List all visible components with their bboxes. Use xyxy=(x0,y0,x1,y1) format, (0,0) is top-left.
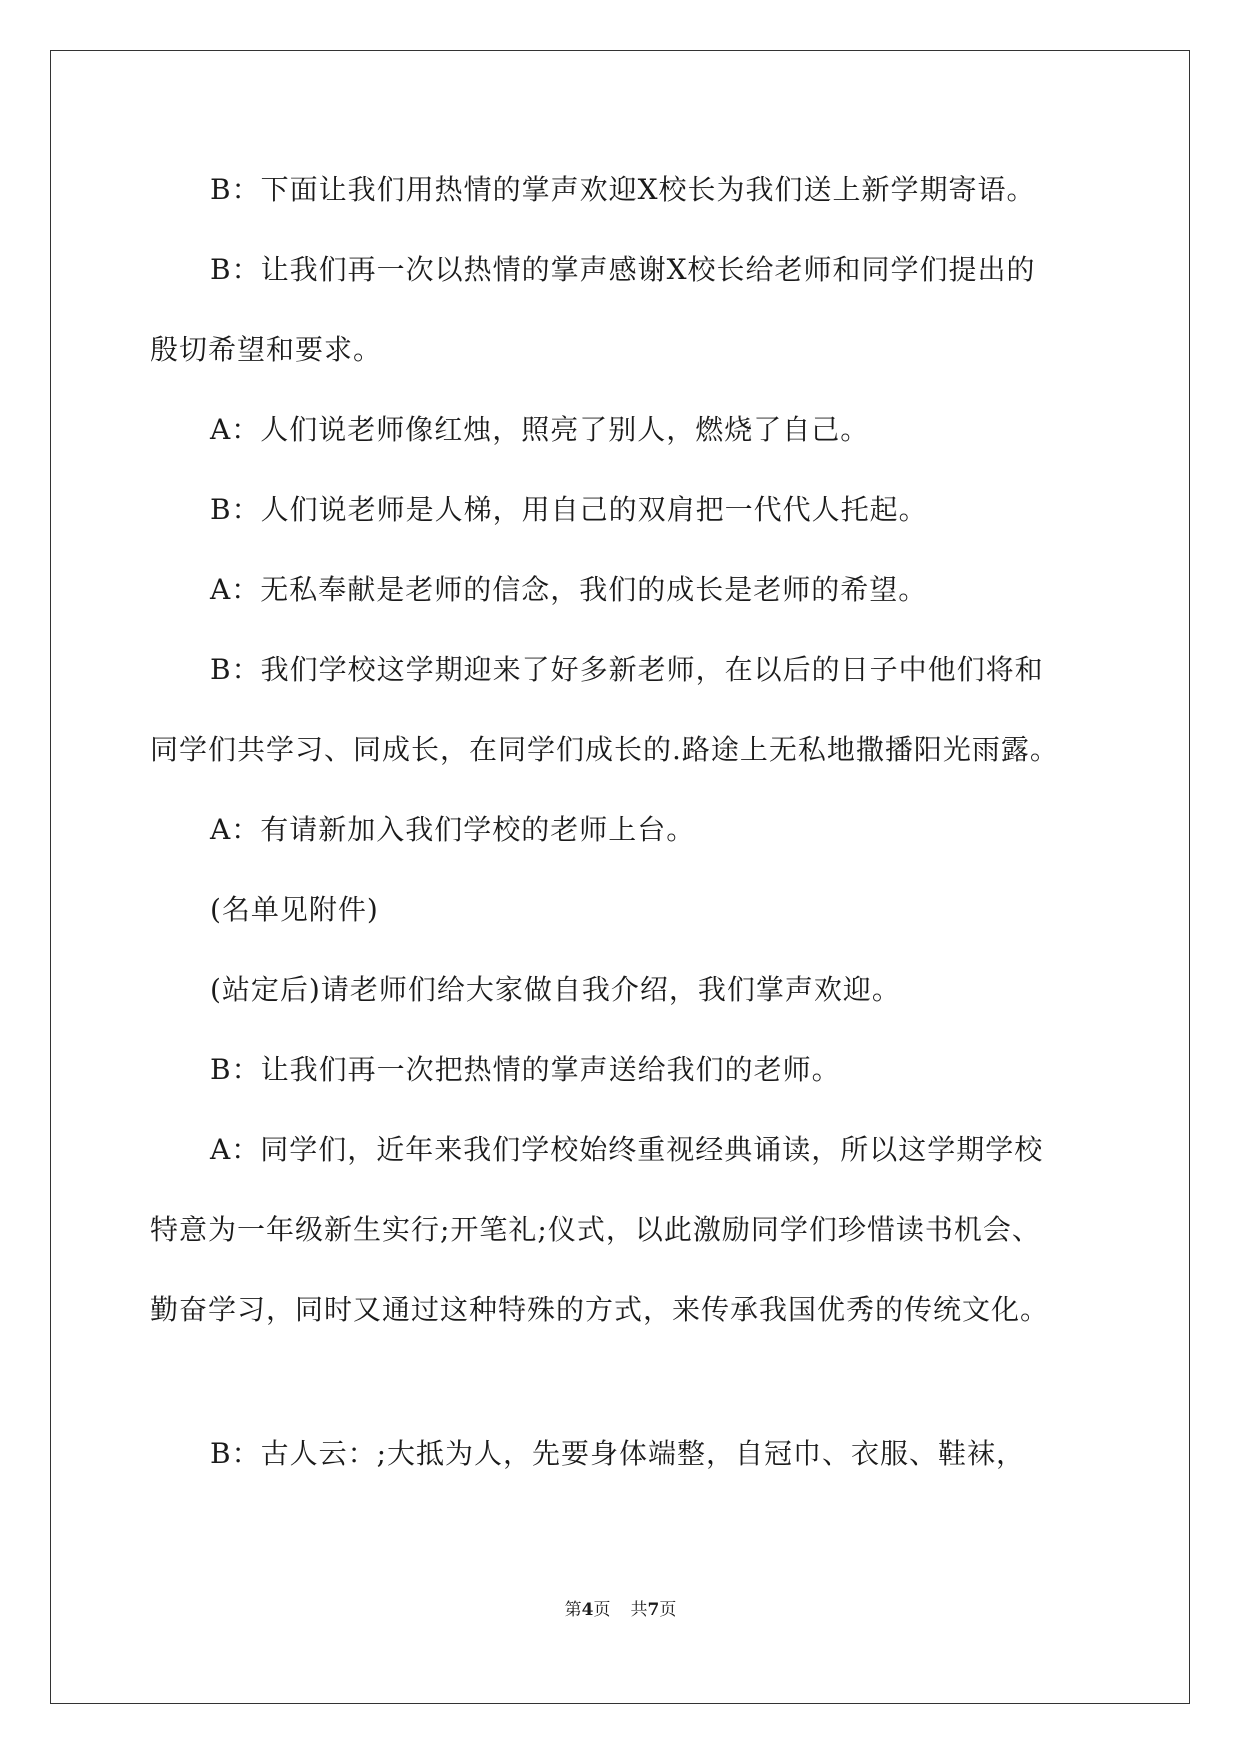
paragraph-line: (站定后)请老师们给大家做自我介绍，我们掌声欢迎。 xyxy=(210,973,901,1006)
total-pages: 7 xyxy=(647,1600,660,1620)
paragraph-line: 特意为一年级新生实行;开笔礼;仪式，以此激励同学们珍惜读书机会、 xyxy=(150,1213,1041,1246)
paragraph-line: B：古人云：;大抵为人，先要身体端整，自冠巾、衣服、鞋袜， xyxy=(210,1437,1026,1470)
paragraph-line: 同学们共学习、同成长，在同学们成长的.路途上无私地撒播阳光雨露。 xyxy=(150,733,1059,766)
paragraph-line: A：有请新加入我们学校的老师上台。 xyxy=(210,813,696,846)
footer-prefix: 第 xyxy=(564,1600,582,1620)
paragraph-line: 勤奋学习，同时又通过这种特殊的方式，来传承我国优秀的传统文化。 xyxy=(150,1293,1050,1326)
footer-total-prefix: 共 xyxy=(630,1600,648,1620)
paragraph-line: A：无私奉献是老师的信念，我们的成长是老师的希望。 xyxy=(210,573,928,606)
footer-total-suffix: 页 xyxy=(659,1600,677,1620)
paragraph-line: B：我们学校这学期迎来了好多新老师，在以后的日子中他们将和 xyxy=(210,653,1044,686)
page-number: 4 xyxy=(581,1600,594,1620)
paragraph-line: A：人们说老师像红烛，照亮了别人，燃烧了自己。 xyxy=(210,413,870,446)
paragraph-line: B：让我们再一次把热情的掌声送给我们的老师。 xyxy=(210,1053,841,1086)
paragraph-line: 殷切希望和要求。 xyxy=(150,333,383,366)
paragraph-line: B：下面让我们用热情的掌声欢迎X校长为我们送上新学期寄语。 xyxy=(210,173,1036,206)
footer-page-suffix: 页 xyxy=(593,1600,611,1620)
paragraph-line: (名单见附件) xyxy=(210,893,379,926)
paragraph-line: B：人们说老师是人梯，用自己的双肩把一代代人托起。 xyxy=(210,493,928,526)
paragraph-line: A：同学们，近年来我们学校始终重视经典诵读，所以这学期学校 xyxy=(210,1133,1044,1166)
page-footer xyxy=(0,1598,1241,1622)
paragraph-line: B：让我们再一次以热情的掌声感谢X校长给老师和同学们提出的 xyxy=(210,253,1036,286)
